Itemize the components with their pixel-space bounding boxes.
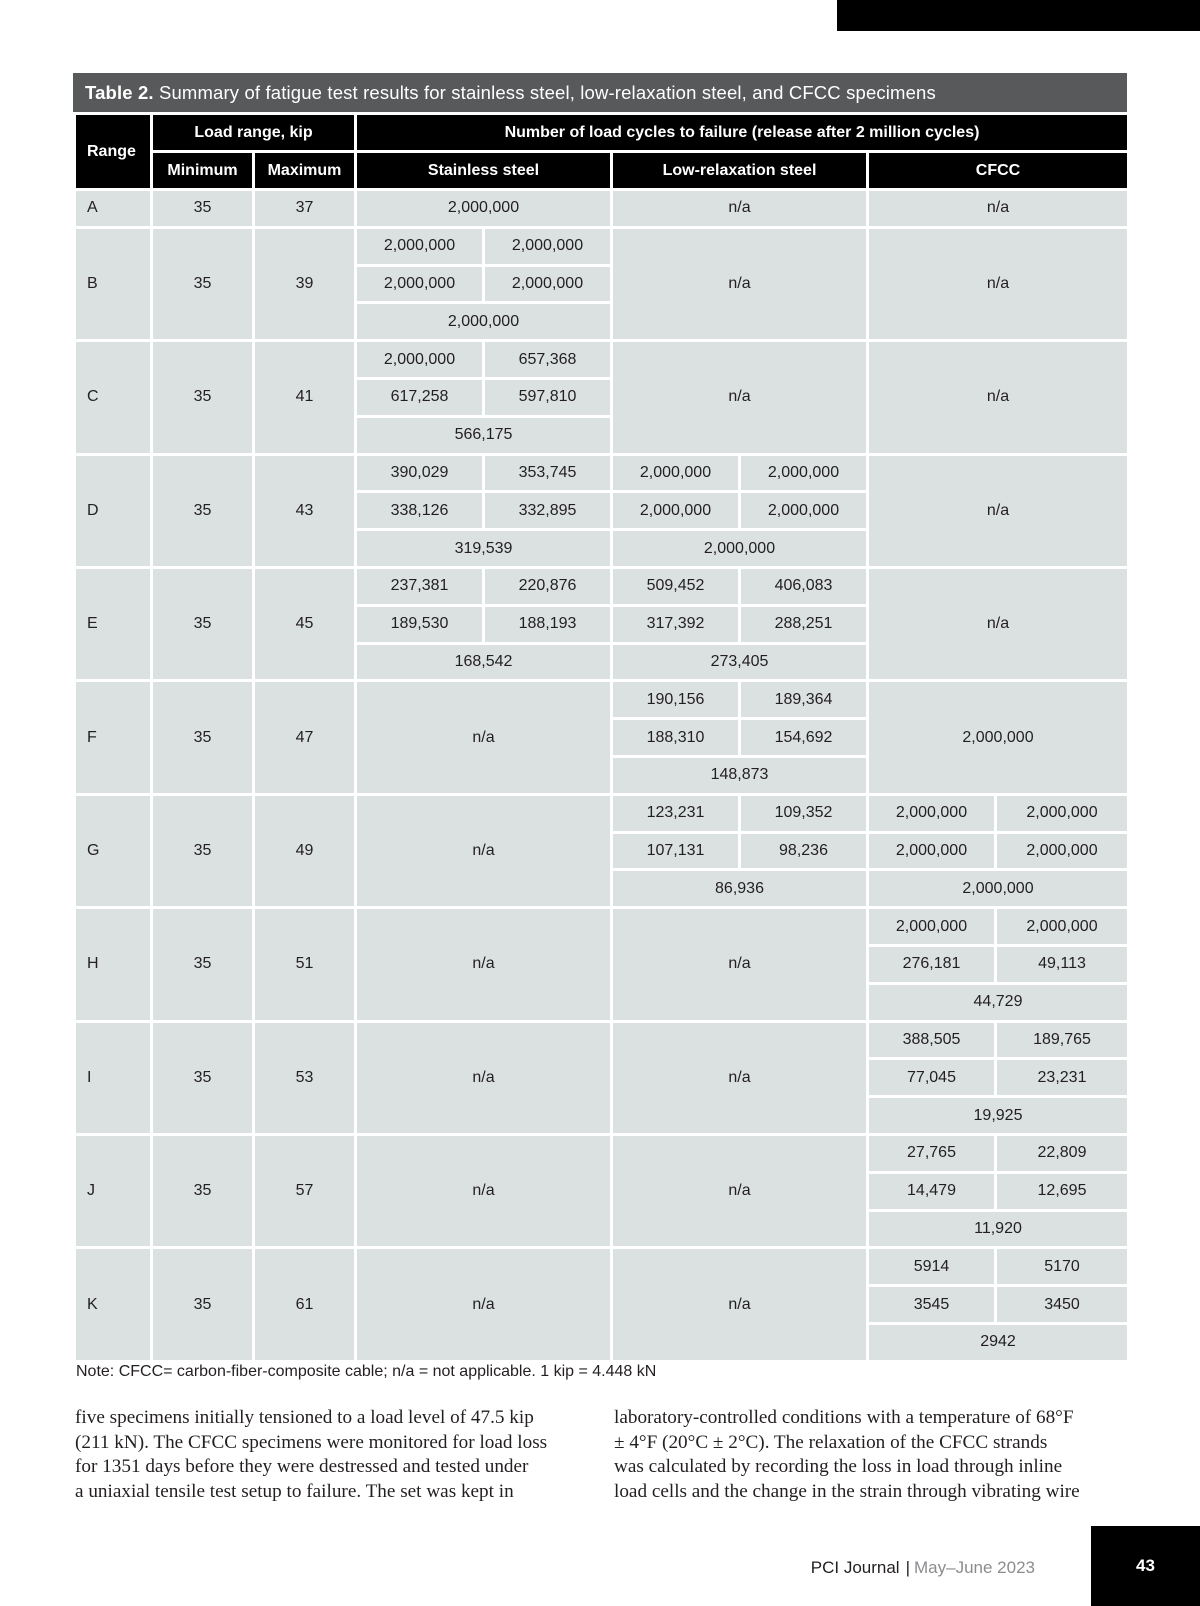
low-relaxation-steel-cell: 406,083 [740,567,868,605]
table-body [75,190,1129,1362]
cfcc-cell: 19,925 [868,1097,1129,1135]
stainless-steel-cell: 390,029 [356,454,484,492]
range-cell: G [75,794,152,907]
maximum-cell: 41 [254,341,356,454]
stainless-steel-cell: n/a [356,794,612,907]
stainless-steel-cell: 338,126 [356,492,484,530]
low-relaxation-steel-cell: 148,873 [612,756,868,794]
low-relaxation-steel-cell: 2,000,000 [612,454,740,492]
stainless-steel-cell: 237,381 [356,567,484,605]
stainless-steel-cell: 597,810 [484,378,612,416]
body-text-line: laboratory-controlled conditions with a temperature of 68°F [614,1407,1074,1428]
range-cell: B [75,227,152,340]
cfcc-cell: 22,809 [996,1134,1129,1172]
stainless-steel-cell: 2,000,000 [356,190,612,228]
cfcc-cell: n/a [868,454,1129,567]
cfcc-cell: 2,000,000 [868,908,996,946]
low-relaxation-steel-cell: n/a [612,1134,868,1247]
table-row [75,567,1129,605]
cfcc-cell: 77,045 [868,1059,996,1097]
maximum-cell: 37 [254,190,356,228]
stainless-steel-cell: 657,368 [484,341,612,379]
cfcc-cell: n/a [868,190,1129,228]
stainless-steel-cell: 2,000,000 [356,303,612,341]
cfcc-cell: 11,920 [868,1210,1129,1248]
header-range: Range [75,114,152,190]
header-low-relaxation-steel: Low-relaxation steel [612,152,868,190]
footer-separator: | [905,1558,911,1577]
stainless-steel-cell: n/a [356,681,612,794]
range-cell: J [75,1134,152,1247]
stainless-steel-cell: 2,000,000 [356,341,484,379]
low-relaxation-steel-cell: n/a [612,227,868,340]
minimum-cell: 35 [152,454,254,567]
table-note: Note: CFCC= carbon-fiber-composite cable; n/a = not applicable. 1 kip = 4.448 kN [75,1361,1129,1382]
low-relaxation-steel-cell: n/a [612,1248,868,1361]
stainless-steel-cell: 353,745 [484,454,612,492]
cfcc-cell: 189,765 [996,1021,1129,1059]
cfcc-cell: 276,181 [868,945,996,983]
low-relaxation-steel-cell: n/a [612,190,868,228]
minimum-cell: 35 [152,1248,254,1361]
body-text-line: (211 kN). The CFCC specimens were monitored for load loss [75,1431,548,1453]
range-cell: F [75,681,152,794]
table-row [75,1134,1129,1172]
stainless-steel-cell: 332,895 [484,492,612,530]
cfcc-cell: 5914 [868,1248,996,1286]
table-caption-label: Table 2. [85,82,154,103]
maximum-cell: 61 [254,1248,356,1361]
table-row [75,1248,1129,1286]
cfcc-cell: 2,000,000 [996,832,1129,870]
minimum-cell: 35 [152,1021,254,1134]
table-row [75,190,1129,228]
stainless-steel-cell: 2,000,000 [356,227,484,265]
table-row [75,794,1129,832]
stainless-steel-cell: 566,175 [356,416,612,454]
cfcc-cell: 2,000,000 [996,908,1129,946]
low-relaxation-steel-cell: 273,405 [612,643,868,681]
cfcc-cell: n/a [868,341,1129,454]
range-cell: H [75,908,152,1021]
low-relaxation-steel-cell: 317,392 [612,605,740,643]
minimum-cell: 35 [152,1134,254,1247]
stainless-steel-cell: 319,539 [356,530,612,568]
low-relaxation-steel-cell: 2,000,000 [740,492,868,530]
low-relaxation-steel-cell: 86,936 [612,870,868,908]
cfcc-cell: 388,505 [868,1021,996,1059]
header-maximum: Maximum [254,152,356,190]
maximum-cell: 49 [254,794,356,907]
body-text-line: five specimens initially tensioned to a load level of 47.5 kip [75,1407,534,1428]
minimum-cell: 35 [152,794,254,907]
header-minimum: Minimum [152,152,254,190]
low-relaxation-steel-cell: 123,231 [612,794,740,832]
stainless-steel-cell: 189,530 [356,605,484,643]
low-relaxation-steel-cell: n/a [612,341,868,454]
minimum-cell: 35 [152,190,254,228]
maximum-cell: 43 [254,454,356,567]
cfcc-cell: n/a [868,227,1129,340]
header-stainless-steel: Stainless steel [356,152,612,190]
stainless-steel-cell: 2,000,000 [356,265,484,303]
cfcc-cell: 2,000,000 [868,794,996,832]
low-relaxation-steel-cell: 98,236 [740,832,868,870]
cfcc-cell: 23,231 [996,1059,1129,1097]
table-row [75,454,1129,492]
fatigue-results-table [73,112,1130,1384]
cfcc-cell: 44,729 [868,983,1129,1021]
cfcc-cell: 27,765 [868,1134,996,1172]
stainless-steel-cell: n/a [356,1248,612,1361]
top-black-bar [837,0,1200,31]
footer-journal: PCI Journal [810,1558,900,1577]
table-row [75,341,1129,379]
table-row [75,227,1129,265]
maximum-cell: 39 [254,227,356,340]
table-caption [73,73,1127,112]
maximum-cell: 53 [254,1021,356,1134]
body-text-right-column [614,1406,1116,1504]
low-relaxation-steel-cell: 109,352 [740,794,868,832]
stainless-steel-cell: 2,000,000 [484,227,612,265]
stainless-steel-cell: 617,258 [356,378,484,416]
cfcc-cell: 3545 [868,1286,996,1324]
body-text-line: a uniaxial tensile test setup to failure. The set was kept in [75,1480,514,1502]
maximum-cell: 51 [254,908,356,1021]
cfcc-cell: 5170 [996,1248,1129,1286]
range-cell: D [75,454,152,567]
header-cycles: Number of load cycles to failure (release after 2 million cycles) [356,114,1129,152]
range-cell: K [75,1248,152,1361]
stainless-steel-cell: n/a [356,1021,612,1134]
cfcc-cell: 2,000,000 [996,794,1129,832]
range-cell: I [75,1021,152,1134]
page-number: 43 [1091,1526,1200,1606]
table-row [75,1021,1129,1059]
cfcc-cell: 14,479 [868,1172,996,1210]
low-relaxation-steel-cell: 188,310 [612,719,740,757]
low-relaxation-steel-cell: 107,131 [612,832,740,870]
minimum-cell: 35 [152,681,254,794]
low-relaxation-steel-cell: 154,692 [740,719,868,757]
stainless-steel-cell: n/a [356,1134,612,1247]
body-text-line: for 1351 days before they were destressed and tested under [75,1456,529,1477]
stainless-steel-cell: 168,542 [356,643,612,681]
low-relaxation-steel-cell: 2,000,000 [612,530,868,568]
cfcc-cell: 3450 [996,1286,1129,1324]
minimum-cell: 35 [152,227,254,340]
cfcc-cell: 2,000,000 [868,870,1129,908]
page-footer [811,1558,1035,1578]
results-table-container [73,73,1127,1384]
minimum-cell: 35 [152,908,254,1021]
range-cell: E [75,567,152,680]
low-relaxation-steel-cell: n/a [612,1021,868,1134]
low-relaxation-steel-cell: 189,364 [740,681,868,719]
cfcc-cell: 2942 [868,1323,1129,1361]
low-relaxation-steel-cell: 509,452 [612,567,740,605]
low-relaxation-steel-cell: 2,000,000 [612,492,740,530]
cfcc-cell: 12,695 [996,1172,1129,1210]
low-relaxation-steel-cell: 190,156 [612,681,740,719]
cfcc-cell: n/a [868,567,1129,680]
cfcc-cell: 49,113 [996,945,1129,983]
low-relaxation-steel-cell: 288,251 [740,605,868,643]
body-text-line: was calculated by recording the loss in load through inline [614,1456,1063,1477]
body-text-line: load cells and the change in the strain through vibrating wire [614,1480,1080,1502]
low-relaxation-steel-cell: n/a [612,908,868,1021]
stainless-steel-cell: 188,193 [484,605,612,643]
stainless-steel-cell: 2,000,000 [484,265,612,303]
range-cell: C [75,341,152,454]
table-caption-text: Summary of fatigue test results for stainless steel, low-relaxation steel, and CFCC specimens [153,82,936,103]
low-relaxation-steel-cell: 2,000,000 [740,454,868,492]
header-cfcc: CFCC [868,152,1129,190]
table-row [75,681,1129,719]
minimum-cell: 35 [152,341,254,454]
header-load-range: Load range, kip [152,114,356,152]
body-text-line: ± 4°F (20°C ± 2°C). The relaxation of the CFCC strands [614,1431,1048,1453]
maximum-cell: 45 [254,567,356,680]
maximum-cell: 47 [254,681,356,794]
cfcc-cell: 2,000,000 [868,832,996,870]
footer-issue: May–June 2023 [914,1558,1035,1577]
cfcc-cell: 2,000,000 [868,681,1129,794]
table-row [75,908,1129,946]
minimum-cell: 35 [152,567,254,680]
stainless-steel-cell: 220,876 [484,567,612,605]
range-cell: A [75,190,152,228]
maximum-cell: 57 [254,1134,356,1247]
body-text-left-column [75,1406,577,1504]
stainless-steel-cell: n/a [356,908,612,1021]
